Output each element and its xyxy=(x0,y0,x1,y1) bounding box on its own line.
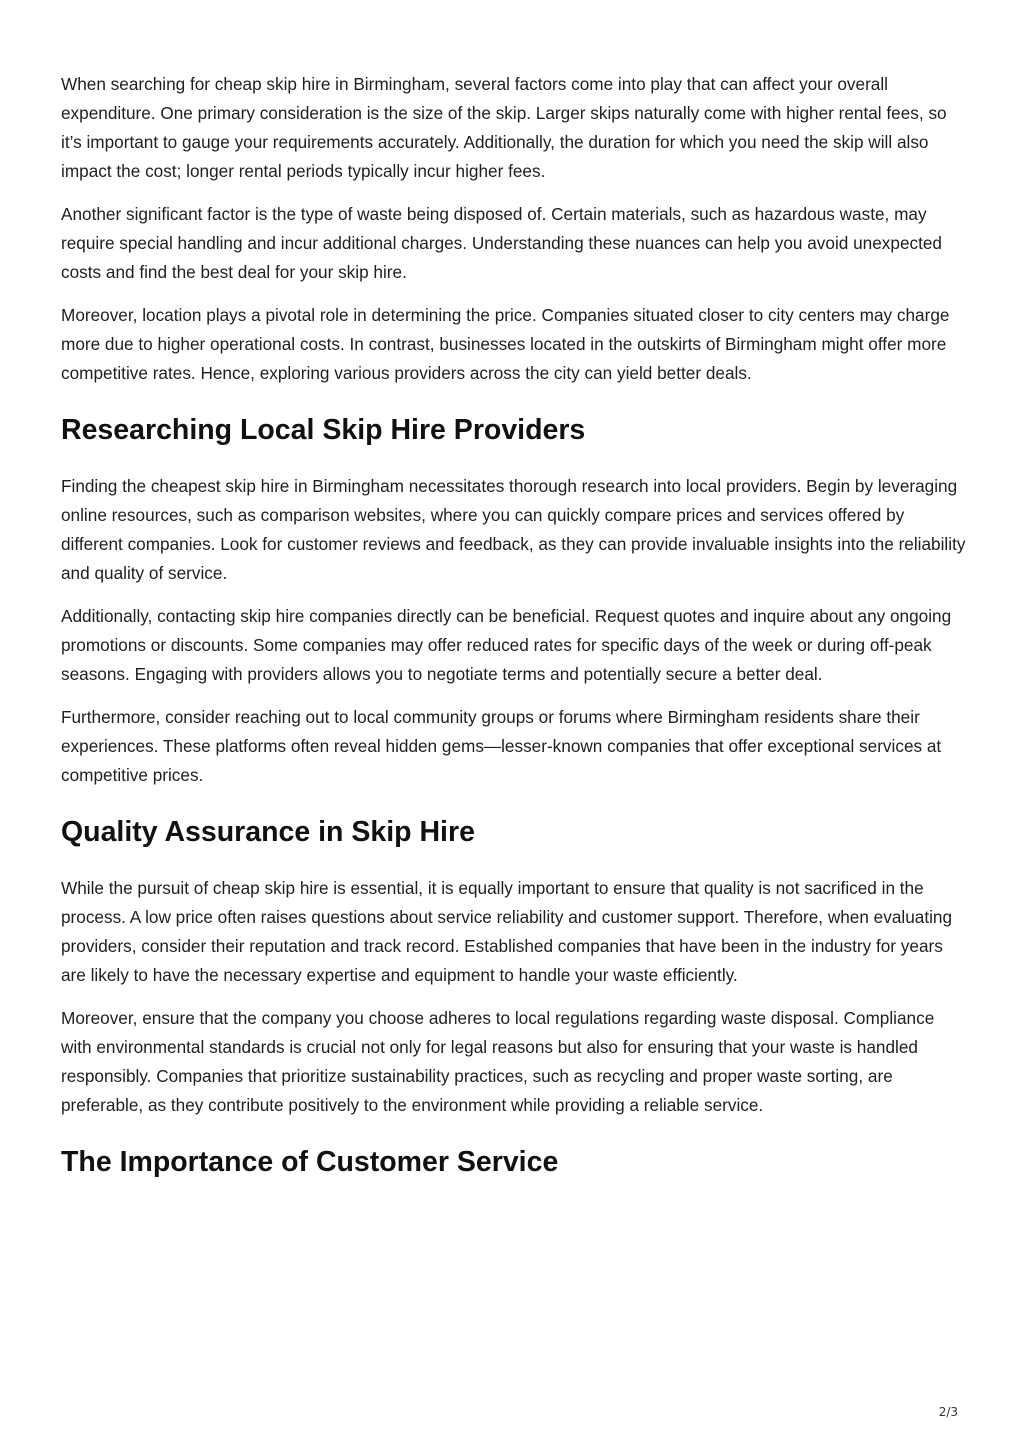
paragraph-community-groups: Furthermore, consider reaching out to local community groups or forums where Birmingham residents share their experiences. These platforms often reveal hidden gems—lesser-known companies that offer exceptional services at competitive prices. xyxy=(61,707,942,785)
paragraph-contact-companies: Additionally, contacting skip hire companies directly can be beneficial. Request quotes and inquire about any ongoing promotions or discounts. Some companies may offer reduced rates for specific days of the week or during off-peak seasons. Engaging with providers allows you to negotiate terms and potentially secure a better deal. xyxy=(61,606,952,684)
page-number: 2/3 xyxy=(938,1405,958,1419)
heading-researching-providers: Researching Local Skip Hire Providers xyxy=(61,414,586,446)
heading-quality-assurance: Quality Assurance in Skip Hire xyxy=(61,816,475,848)
paragraph-waste-type: Another significant factor is the type of waste being disposed of. Certain materials, such as hazardous waste, may require special handling and incur additional charges. Understanding these nuances can help you avoid unexpected costs and find the best deal for your skip hire. xyxy=(61,204,942,282)
paragraph-skip-cost-factors: When searching for cheap skip hire in Birmingham, several factors come into play that can affect your overall expenditure. One primary consideration is the size of the skip. Larger skips naturally come with higher rental fees, so it’s important to gauge your requirements accurately. Additionally, the duration for which you need the skip will also impact the cost; longer rental periods typically incur higher fees. xyxy=(61,74,947,181)
paragraph-quality-reputation: While the pursuit of cheap skip hire is essential, it is equally important to ensure that quality is not sacrificed in the process. A low price often raises questions about service reliability and customer support. Therefore, when evaluating providers, consider their reputation and track record. Established companies that have been in the industry for years are likely to have the necessary expertise and equipment to handle your waste efficiently. xyxy=(61,878,953,985)
document-body xyxy=(61,70,967,1204)
paragraph-location: Moreover, location plays a pivotal role in determining the price. Companies situated closer to city centers may charge more due to higher operational costs. In contrast, businesses located in the outskirts of Birmingham might offer more competitive rates. Hence, exploring various providers across the city can yield better deals. xyxy=(61,305,950,383)
paragraph-regulations: Moreover, ensure that the company you choose adheres to local regulations regarding waste disposal. Compliance with environmental standards is crucial not only for legal reasons but also for ensuring that your waste is handled responsibly. Companies that prioritize sustainability practices, such as recycling and proper waste sorting, are preferable, as they contribute positively to the environment while providing a reliable service. xyxy=(61,1008,935,1115)
heading-customer-service: The Importance of Customer Service xyxy=(61,1146,559,1178)
paragraph-online-research: Finding the cheapest skip hire in Birmingham necessitates thorough research into local providers. Begin by leveraging online resources, such as comparison websites, where you can quickly compare prices and services offered by different companies. Look for customer reviews and feedback, as they can provide invaluable insights into the reliability and quality of service. xyxy=(61,476,966,583)
